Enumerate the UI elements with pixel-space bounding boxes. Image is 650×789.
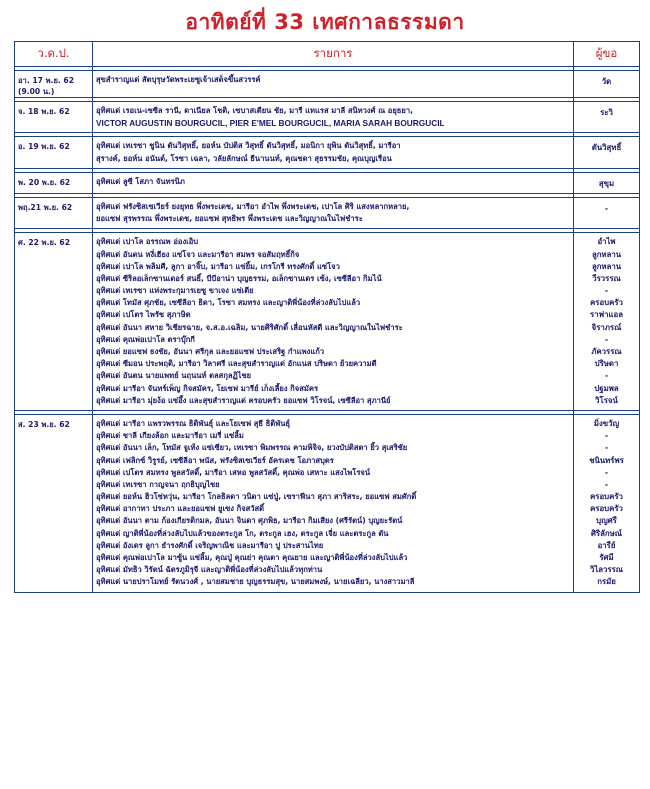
requester-name: อำไพ <box>597 237 616 247</box>
intention-line: อุทิศแด่ เทเรซา แห่งพระกุมารเยซู ขาเจง แซ่เตีย <box>96 286 254 296</box>
intention-line: อุทิศแด่ เฟลิกซ์ วิรูรย์, เซซีลีอา พนัส, ฟรังซิสเซเวียร์ อัครเดช โอภาสบุตร <box>96 455 334 465</box>
intention-cell <box>93 172 574 193</box>
requester-cell <box>574 233 640 411</box>
date-line: (9.00 น.) <box>18 87 55 96</box>
date-cell <box>15 233 93 411</box>
requester-name: ระวิ <box>600 108 613 117</box>
requester-name: ปฐมพล <box>594 383 619 393</box>
intention-line: อุทิศแด่ มัทธิว วิรัตน์ ฉัตรภูมิรุจี และญาติพี่น้องที่ล่วงลับไปแล้วทุกท่าน <box>96 565 323 575</box>
intention-line: อุทิศแด่ มารีอา มุ่ยง้อ แซ่อึ้ง และสุขสำราญแด่ ครอบครัว ยอแซฟ วิโรจน์, เซซีลีอา สุภานีย์ <box>96 395 391 405</box>
requester-name: - <box>604 286 609 296</box>
requester-name: ครอบครัว <box>590 504 623 514</box>
requester-name: วิโรจน์ <box>595 395 618 405</box>
intention-line: อุทิศแด่ เทเรซา ชูนิน ตันวิสุทธิ์, ยอห์น บัปติส วิสุทธิ์ ตันวิสุทธิ์, มอนิกา ยุพิน ตันวิสุทธิ์, มารีอา <box>96 141 401 151</box>
requester-name: - <box>604 334 609 344</box>
intention-line: อุทิศแด่ อันนา เล็ก, โทมัส จูเท้ง แซ่เซียว, เทเรซา พิมพรรณ คามพิจิจ, ยวงบัปติสตา ยิ้ว สุเสริชัย <box>96 443 408 453</box>
requester-name: วัด <box>601 77 612 86</box>
intention-line: อุทิศแด่ โทมัส ศุภชัย, เซซีลีอา ธิดา, โรซา สมทรง และญาติพี่น้องที่ล่วงลับไปแล้ว <box>96 298 361 308</box>
table-row <box>15 197 640 228</box>
date-cell <box>15 414 93 592</box>
requester-name: วีรวรรณ <box>592 273 621 283</box>
intention-line: อุทิศแด่ ญาติพี่น้องที่ล่วงลับไปแล้วของตระกูล โก, ตระกูล เฮง, ตระกูล เจี่ย และตระกูล ตัน <box>96 528 389 538</box>
intention-line: อุทิศแด่ ฟรังซิสเซเวียร์ ยงยุทธ พึ่งพระเดช, มารีอา อำไพ พึ่งพระเดช, เปาโล ศิริ แสงหลากหลาย, <box>96 201 410 211</box>
requester-cell <box>574 71 640 98</box>
requester-name: มิ่งขวัญ <box>593 418 620 428</box>
requester-name: จิราภรณ์ <box>591 322 622 332</box>
intention-cell <box>93 233 574 411</box>
requester-cell <box>574 197 640 228</box>
table-header-row <box>15 42 640 67</box>
requester-name: ครอบครัว <box>590 492 623 502</box>
intention-line: อุทิศแด่ อันนา สหาย วิเชียรฉาย, จ.ส.อ.เฉลิม, นายศิริศักดิ์ เลื่อนหัสดี และวิญญาณในไฟชำระ <box>96 322 403 332</box>
intention-line: อุทิศแด่ อังเดร ลูกา ธำรงศักดิ์ เจริญพาณิช และมารีอา ปู ประสานไทย <box>96 540 324 550</box>
requester-name: บุญศรี <box>596 516 617 526</box>
table-row <box>15 233 640 411</box>
table-row <box>15 414 640 592</box>
intention-line: อุทิศแด่ มารีอา จันทร์เพ็ญ กิจสมัคร, โยเซฟ มารีย์ เก็งเลี้ยง กิจสมัคร <box>96 383 319 393</box>
requester-name: ลูกหลาน <box>591 249 622 259</box>
requester-name: ลูกหลาน <box>591 261 622 271</box>
intention-line: อุทิศแด่ ลูซี โสภา จันทรนิภ <box>96 176 185 186</box>
requester-cell <box>574 137 640 168</box>
intention-line: อุทิศแด่ เทเรซา กาญจนา ฤกธิบุญไชย <box>96 479 220 489</box>
intention-line: อุทิศแด่ ซีริลอเล็กซานเดอร์ สนธิ์, บีบีอาน่า บุญธรรม, อเล็กซานเดร เซ้ง, เซซีลีอา กิมไน้ <box>96 273 382 283</box>
table-row <box>15 71 640 98</box>
intention-cell <box>93 102 574 133</box>
intention-line: อุทิศแด่ ยอห์น ฮิวโซ่หวุ่น, มารีอา โกลธิลดา วนิดา แซ่ปู่, เซราฟีนา สุภา สาริสระ, ยอแซฟ สมศักดิ์ <box>96 492 417 502</box>
mass-intentions-table <box>14 41 640 593</box>
table-row <box>15 172 640 193</box>
page-title: อาทิตย์ที่ 33 เทศกาลธรรมดา <box>185 10 465 34</box>
intention-line: สุขสำราญแด่ สัตบุรุษวัดพระเยซูเจ้าเสด็จขึ้นสวรรค์ <box>96 75 261 84</box>
intention-cell <box>93 197 574 228</box>
date-line: ส. 23 พ.ย. 62 <box>18 419 70 429</box>
intention-line: อุทิศแด่ นายปราโมทย์ รัตนวงศ์ , นายสมชาย บุญธรรมสุข, นายสมพงษ์, นายเฉลียว, นางสาวมาลี <box>96 577 415 587</box>
date-line: ศ. 22 พ.ย. 62 <box>18 238 70 248</box>
requester-name: ราฟาแอล <box>590 310 623 320</box>
date-cell <box>15 71 93 98</box>
requester-name: อารีย์ <box>597 540 616 550</box>
requester-name: ศิริลักษณ์ <box>590 528 622 538</box>
requester-name: วิไลวรรณ <box>589 565 624 575</box>
date-cell <box>15 172 93 193</box>
requester-name: ชนินทร์พร <box>589 455 624 465</box>
intention-cell <box>93 137 574 168</box>
intention-line: อุทิศแด่ เปโตร สมทรง พูลสวัสดิ์, มารีอา เสหอ พูลสวัสดิ์, คุณพ่อ เสหาะ แสงไพโรจน์ <box>96 467 371 477</box>
items-column-header: รายการ <box>93 42 574 67</box>
requester-cell <box>574 102 640 133</box>
intention-line: อุทิศแด่ คุณพ่อเปาโล ตราบุ๊กกี <box>96 334 195 344</box>
intention-line: อุทิศแด่ คุณพ่อเปาโล มาซู้น แซ่ลิ้ม, คุณปู่ คุณย่า คุณตา คุณยาย และญาติพี่น้องที่ล่วงลับไปแล้ว <box>96 553 408 562</box>
date-line: จ. 18 พ.ย. 62 <box>18 107 70 116</box>
intention-cell <box>93 71 574 98</box>
date-line: อ. 19 พ.ย. 62 <box>18 142 70 152</box>
requester-name: - <box>604 203 609 213</box>
table-row <box>15 137 640 168</box>
requester-name: กรมัย <box>597 577 616 587</box>
intention-line: อุทิศแด่ ชาลี เกียงล้อก และมารีอา เมรี่ แซ่ลิ้ม <box>96 431 244 441</box>
requester-name: - <box>604 431 609 441</box>
donor-column-header: ผู้ขอ <box>574 42 640 67</box>
requester-name: - <box>604 371 609 381</box>
intention-line: อุทิศแด่ อันตน นายแพทย์ นฤนนท์ ตลสกุลฏิไชย <box>96 371 252 381</box>
intention-line: อุทิศแด่ อากาทา ประภา และยอแซฟ ยูเซง กิจสวัสดิ์ <box>96 504 265 514</box>
table-body <box>15 67 640 593</box>
requester-name: ตันวิสุทธิ์ <box>591 143 622 153</box>
requester-name: สุขุม <box>598 178 615 188</box>
date-column-header: ว.ด.ป. <box>15 42 93 67</box>
date-line: พฤ.21 พ.ย. 62 <box>18 202 73 212</box>
date-line: พ. 20 พ.ย. 62 <box>18 177 71 187</box>
intention-cell <box>93 414 574 592</box>
requester-cell <box>574 414 640 592</box>
intention-line: อุทิศแด่ เรอเน-เซซีล รานี, ดาเนียล โชติ, เซบาสเตียน ชัย, มารี แทแรส มาลี สนิทวงศ์ ณ อยุธยา, <box>96 106 414 115</box>
date-cell <box>15 197 93 228</box>
requester-name: ครอบครัว <box>590 298 623 308</box>
requester-name: รัศมี <box>599 553 614 562</box>
requester-name: ปริษดา <box>594 359 619 369</box>
intention-line: อุทิศแด่ เปโตร ไพรัช สุภาษิต <box>96 310 191 320</box>
intention-line: สุรางค์, ยอห์น อนันต์, โรซา เฉลา, วลัยลักษณ์ ธีนานนท์, คุณชดา สุธรรมชัย, คุณบุญเรือน <box>96 153 392 163</box>
requester-name: - <box>604 467 609 477</box>
requester-name: - <box>604 443 609 453</box>
intention-line: อุทิศแด่ อันตน หงี่เฮียง แซ่โจว และมารีอา สมพร จอสัมฤทธิ์กิจ <box>96 249 300 259</box>
intention-line: ยอแซฟ สุรพรรณ พึ่งพระเดช, ยอแซฟ สุทธิพร พึ่งพระเดช และวิญญาณในไฟชำระ <box>96 214 363 224</box>
requester-name: ภัควรรณ <box>591 347 622 356</box>
intention-line: อุทิศแด่ ซีมอน ประพฤติ, มารีอา วิลาศรี และสุขสำราญแด่ อักแนส ปริษดา ย้วยความดี <box>96 359 377 369</box>
date-cell <box>15 137 93 168</box>
intention-line: VICTOR AUGUSTIN BOURGUCIL, PIER E'MEL BOURGUCIL, MARIA SARAH BOURGUCIL <box>96 118 445 129</box>
date-cell <box>15 102 93 133</box>
table-row <box>15 102 640 133</box>
intention-line: อุทิศแด่ มารีอา แพรวพรรณ ธิติพันธุ์ และโยเซฟ สุธี ธิติพันธุ์ <box>96 418 291 428</box>
intention-line: อุทิศแด่ เปาโล อรรณพ อ่องเอิบ <box>96 237 199 247</box>
requester-cell <box>574 172 640 193</box>
date-line: อา. 17 พ.ย. 62 <box>18 76 75 85</box>
requester-name: - <box>604 479 609 489</box>
intention-line: อุทิศแด่ อันนา ตาม ก้องเกียรติกมล, อันนา จินดา ศุภพิธ, มารีอา กิมเสียง (ศรีรัตน์) บุญยะรัตน์ <box>96 516 403 526</box>
intention-line: อุทิศแด่ เปาโล พลิมศี, ลูกา อาจิ๊บ, มารีอา แซ่ยิ้ม, เกรโกรี ทรงศักดิ์ แซ่โจว <box>96 261 340 271</box>
intention-line: อุทิศแด่ ยอแซฟ ธงชัย, อันนา ศรีกุล และยอแซฟ ประเสริฐ กำแพงแก้ว <box>96 347 325 356</box>
